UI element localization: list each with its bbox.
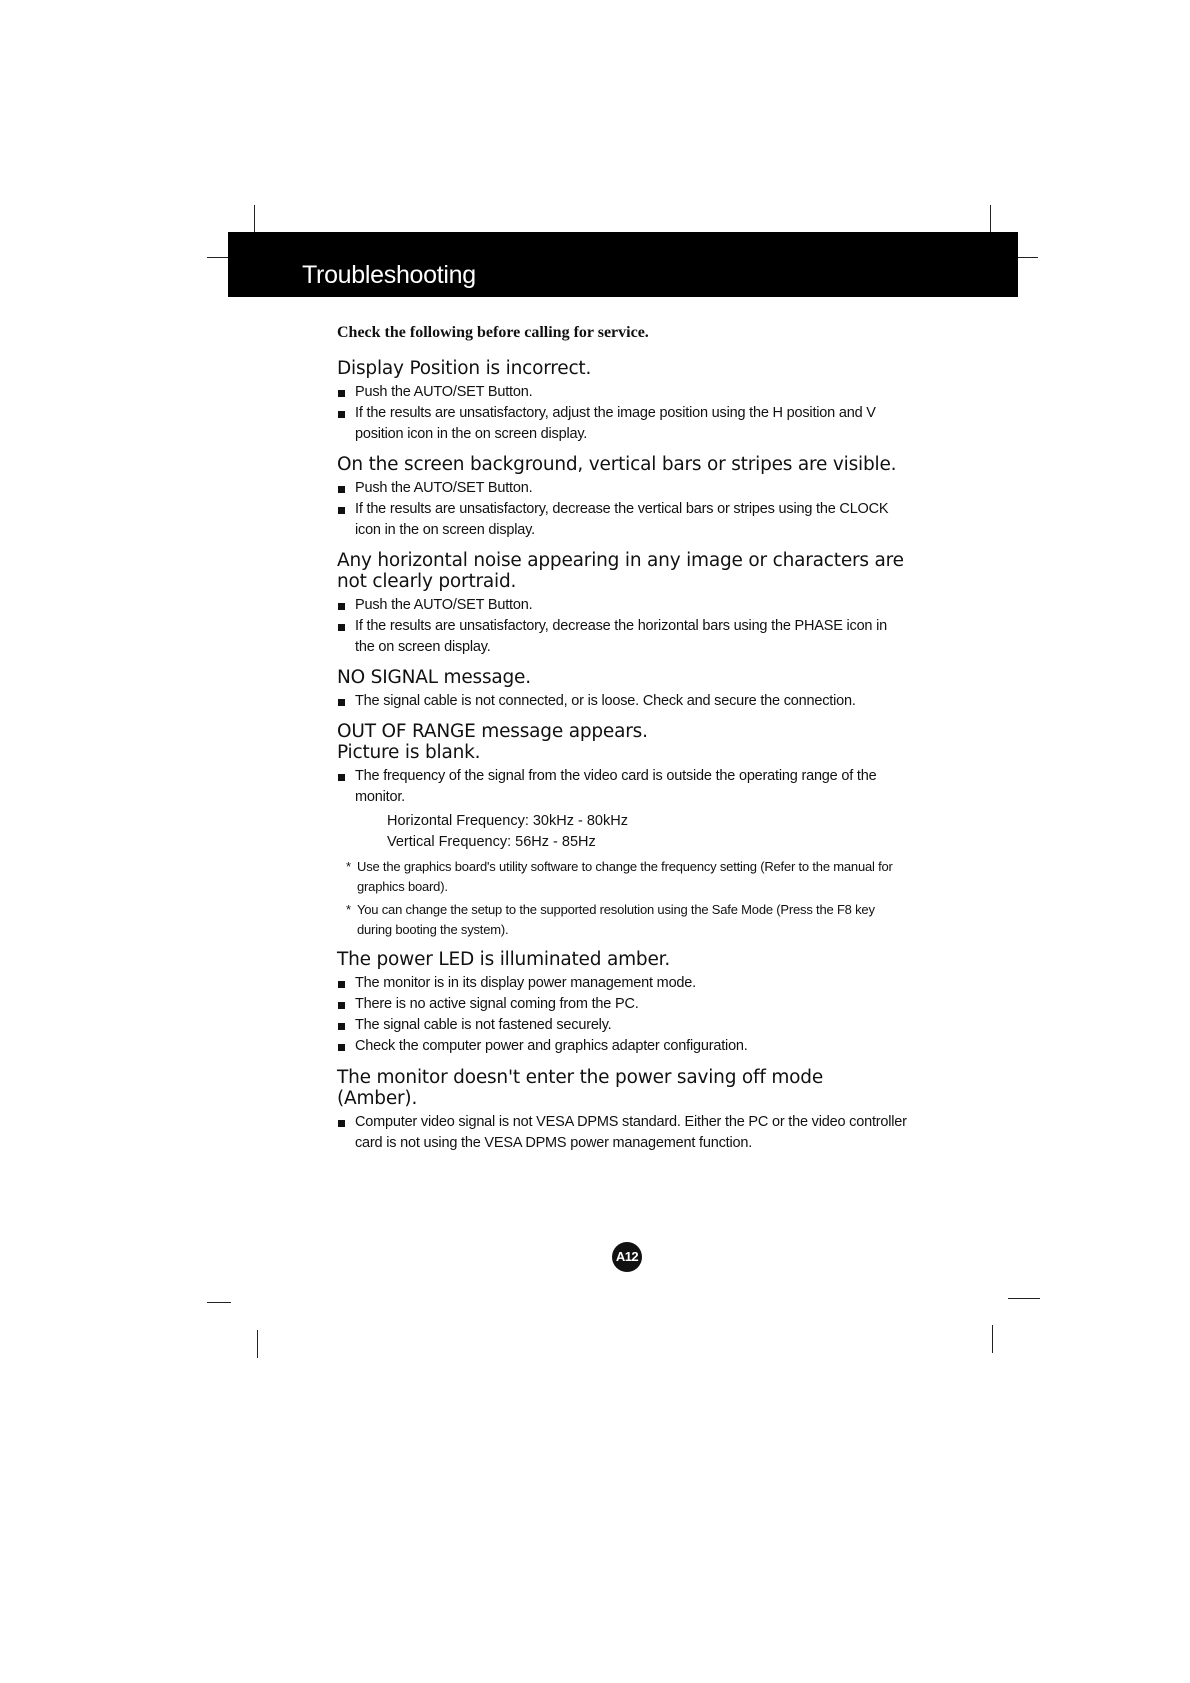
list-item-text: Check the computer power and graphics adapter configuration. — [355, 1038, 748, 1054]
square-bullet-icon — [338, 390, 345, 397]
list-item-text: If the results are unsatisfactory, adjust the image position using the H position and V position icon in the on screen display. — [355, 405, 876, 442]
bullet-list — [337, 973, 907, 1057]
section-subtitle: Picture is blank. — [337, 742, 481, 763]
list-item — [337, 973, 907, 994]
square-bullet-icon — [338, 411, 345, 418]
square-bullet-icon — [338, 603, 345, 610]
list-item-text: Computer video signal is not VESA DPMS standard. Either the PC or the video controller card is not using the VESA DPMS power management function. — [355, 1114, 907, 1151]
list-item-text: The frequency of the signal from the video card is outside the operating range of the monitor. — [355, 768, 877, 805]
list-item-text: There is no active signal coming from the PC. — [355, 996, 639, 1012]
square-bullet-icon — [338, 774, 345, 781]
list-item — [337, 994, 907, 1015]
section-display-position — [337, 358, 907, 445]
note-item — [337, 857, 907, 897]
intro-text: Check the following before calling for service. — [337, 324, 649, 341]
square-bullet-icon — [338, 1023, 345, 1030]
list-item-text: If the results are unsatisfactory, decrease the vertical bars or stripes using the CLOCK icon in the on screen display. — [355, 501, 889, 538]
page-number-badge: A12 — [612, 1242, 642, 1272]
list-item-text: Push the AUTO/SET Button. — [355, 384, 533, 400]
crop-mark-bottom-right-horizontal — [1008, 1298, 1040, 1299]
main-content — [337, 322, 907, 1163]
list-item — [337, 691, 907, 712]
asterisk-icon: * — [346, 902, 351, 917]
section-out-of-range — [337, 721, 907, 940]
list-item — [337, 1036, 907, 1057]
note-text: You can change the setup to the supported resolution using the Safe Mode (Press the F8 key during booting the system). — [357, 902, 875, 937]
section-title: On the screen background, vertical bars or stripes are visible. — [337, 454, 897, 475]
list-item-text: If the results are unsatisfactory, decrease the horizontal bars using the PHASE icon in the on screen display. — [355, 618, 888, 655]
list-item — [337, 766, 907, 808]
list-item — [337, 382, 907, 403]
page-title: Troubleshooting — [302, 261, 476, 289]
bullet-list — [337, 478, 907, 541]
square-bullet-icon — [338, 624, 345, 631]
list-item — [337, 1112, 907, 1154]
section-horizontal-noise — [337, 550, 907, 658]
crop-mark-top-right-horizontal — [1018, 257, 1038, 258]
square-bullet-icon — [338, 1002, 345, 1009]
section-power-saving — [337, 1067, 907, 1154]
list-item — [337, 595, 907, 616]
section-title: NO SIGNAL message. — [337, 667, 531, 688]
section-title: The power LED is illuminated amber. — [337, 949, 671, 970]
list-item — [337, 1015, 907, 1036]
section-power-led-amber — [337, 949, 907, 1057]
notes-list — [337, 857, 907, 940]
list-item-text: The signal cable is not fastened securely. — [355, 1017, 612, 1033]
crop-mark-top-left-vertical — [254, 205, 255, 232]
bullet-list — [337, 595, 907, 658]
frequency-block — [337, 811, 907, 853]
crop-mark-bottom-left-horizontal — [207, 1302, 231, 1303]
section-title: The monitor doesn't enter the power saving off mode (Amber). — [337, 1067, 824, 1109]
crop-mark-top-right-vertical — [990, 205, 991, 232]
horizontal-frequency: Horizontal Frequency: 30kHz - 80kHz — [387, 813, 628, 829]
bullet-list — [337, 766, 907, 808]
note-item — [337, 900, 907, 940]
section-title: Any horizontal noise appearing in any image or characters are not clearly portraid. — [337, 550, 904, 592]
section-title: Display Position is incorrect. — [337, 358, 592, 379]
bullet-list — [337, 1112, 907, 1154]
square-bullet-icon — [338, 507, 345, 514]
list-item — [337, 499, 907, 541]
section-no-signal — [337, 667, 907, 712]
list-item-text: Push the AUTO/SET Button. — [355, 480, 533, 496]
square-bullet-icon — [338, 1120, 345, 1127]
asterisk-icon: * — [346, 859, 351, 874]
list-item — [337, 478, 907, 499]
list-item-text: The signal cable is not connected, or is loose. Check and secure the connection. — [355, 693, 856, 709]
crop-mark-bottom-right-vertical — [992, 1325, 993, 1353]
list-item — [337, 616, 907, 658]
list-item-text: Push the AUTO/SET Button. — [355, 597, 533, 613]
section-vertical-bars — [337, 454, 907, 541]
square-bullet-icon — [338, 1044, 345, 1051]
section-title: OUT OF RANGE message appears. — [337, 721, 648, 742]
crop-mark-top-left-horizontal — [207, 257, 228, 258]
bullet-list — [337, 382, 907, 445]
square-bullet-icon — [338, 486, 345, 493]
crop-mark-bottom-left-vertical — [257, 1330, 258, 1358]
list-item-text: The monitor is in its display power management mode. — [355, 975, 696, 991]
square-bullet-icon — [338, 981, 345, 988]
vertical-frequency: Vertical Frequency: 56Hz - 85Hz — [387, 834, 596, 850]
bullet-list — [337, 691, 907, 712]
list-item — [337, 403, 907, 445]
square-bullet-icon — [338, 699, 345, 706]
note-text: Use the graphics board's utility software to change the frequency setting (Refer to the manual for graphics board). — [357, 859, 893, 894]
